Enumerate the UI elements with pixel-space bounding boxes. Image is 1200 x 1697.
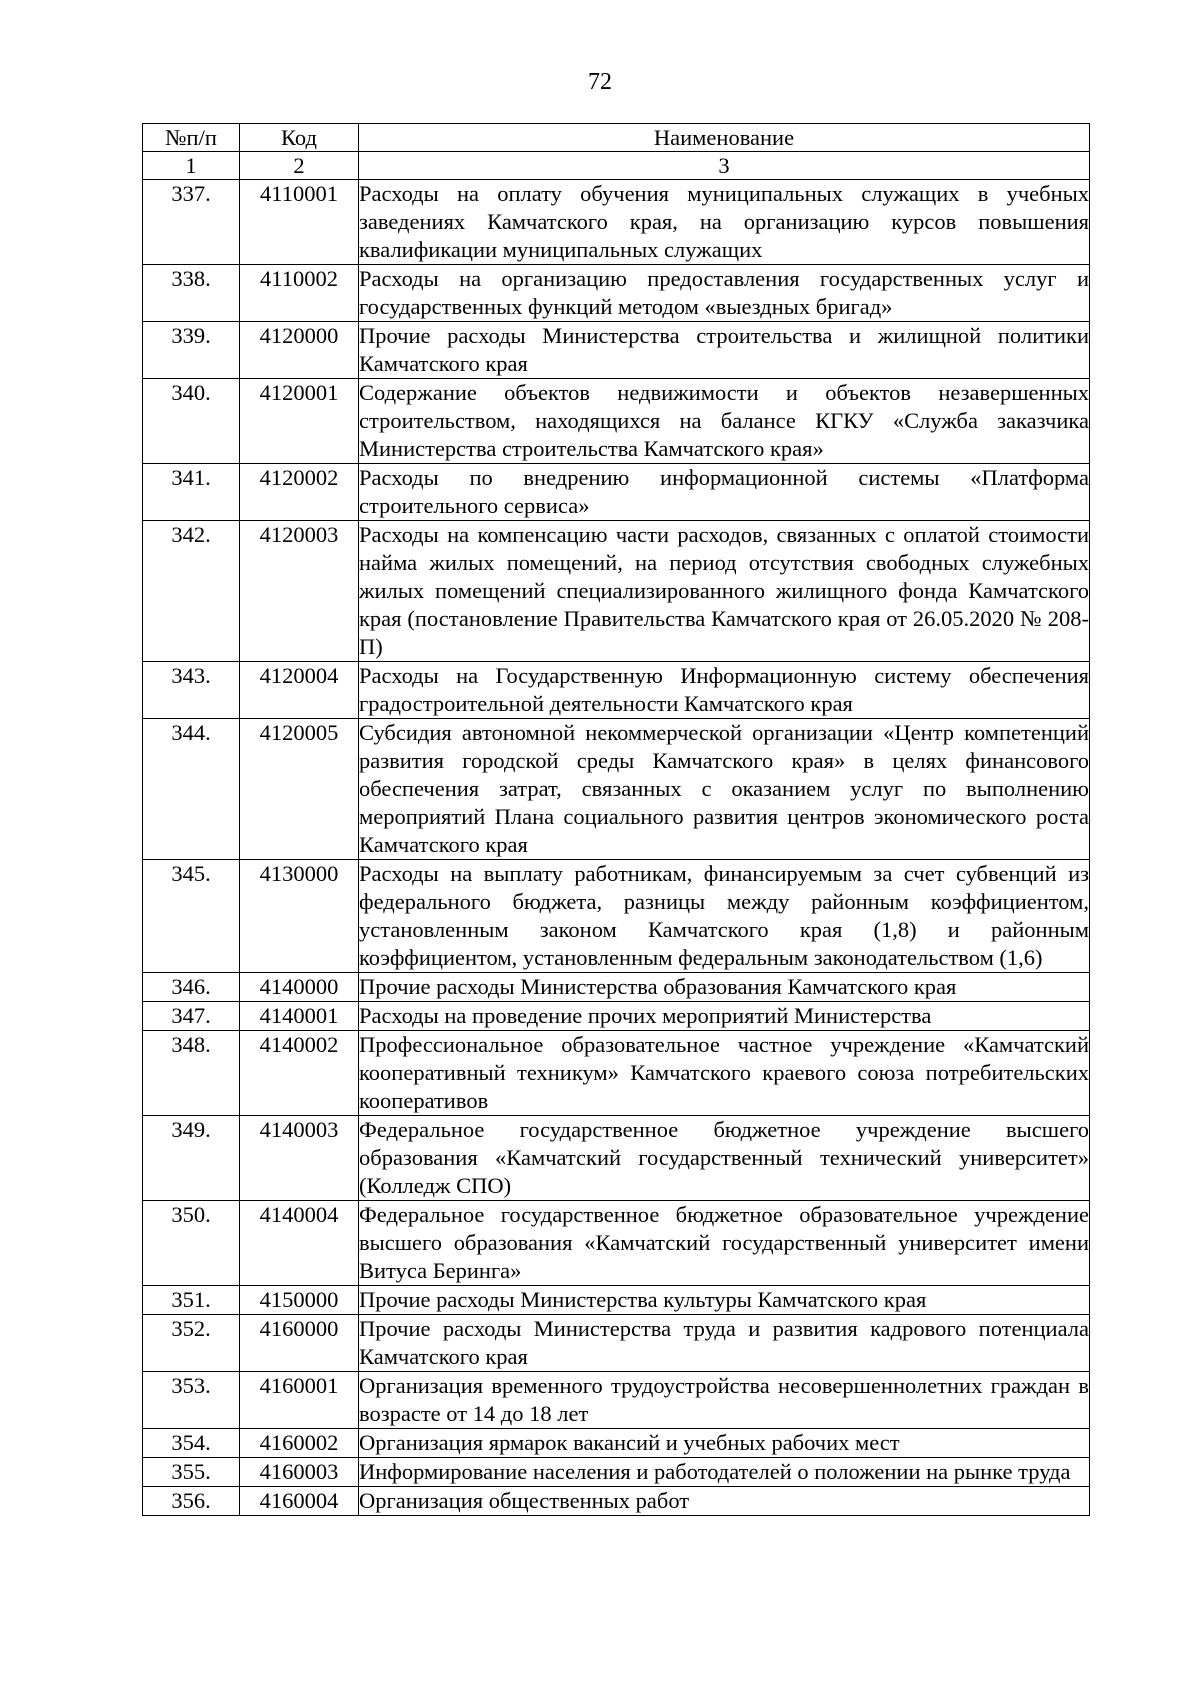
row-name: Организация общественных работ	[359, 1487, 1090, 1516]
row-name: Расходы на организацию предоставления государственных услуг и государственных функций методом «выездных бригад»	[359, 265, 1090, 322]
row-name: Расходы по внедрению информационной системы «Платформа строительного сервиса»	[359, 464, 1090, 521]
table-row	[143, 860, 1090, 973]
row-number: 351.	[143, 1286, 240, 1315]
row-number: 352.	[143, 1315, 240, 1372]
row-code: 4150000	[240, 1286, 359, 1315]
table-row	[143, 464, 1090, 521]
table-row	[143, 662, 1090, 719]
row-name: Федеральное государственное бюджетное образовательное учреждение высшего образования «Камчатский государственный университет имени Витуса Беринга»	[359, 1201, 1090, 1286]
budget-codes-table	[142, 123, 1090, 1516]
row-code: 4160004	[240, 1487, 359, 1516]
row-name: Субсидия автономной некоммерческой организации «Центр компетенций развития городской среды Камчатского края» в целях финансового обеспечения затрат, связанных с оказанием услуг по выполнению мероприятий Плана социального развития центров экономического роста Камчатского края	[359, 719, 1090, 860]
row-name: Расходы на компенсацию части расходов, связанных с оплатой стоимости найма жилых помещений, на период отсутствия свободных служебных жилых помещений специализированного жилищного фонда Камчатского края (постановление Правительства Камчатского края от 26.05.2020 № 208-П)	[359, 521, 1090, 662]
row-code: 4120005	[240, 719, 359, 860]
row-code: 4110001	[240, 180, 359, 265]
row-code: 4120003	[240, 521, 359, 662]
row-number: 347.	[143, 1002, 240, 1031]
row-code: 4140003	[240, 1116, 359, 1201]
table-row	[143, 1002, 1090, 1031]
row-code: 4160001	[240, 1372, 359, 1429]
row-name: Прочие расходы Министерства культуры Камчатского края	[359, 1286, 1090, 1315]
table-row	[143, 1031, 1090, 1116]
page-number: 72	[588, 69, 612, 95]
row-code: 4140001	[240, 1002, 359, 1031]
row-number: 341.	[143, 464, 240, 521]
column-number: 1	[143, 152, 240, 180]
row-number: 353.	[143, 1372, 240, 1429]
table-row	[143, 719, 1090, 860]
row-code: 4160003	[240, 1458, 359, 1487]
table-row	[143, 973, 1090, 1002]
row-number: 340.	[143, 379, 240, 464]
row-number: 349.	[143, 1116, 240, 1201]
row-code: 4120004	[240, 662, 359, 719]
row-number: 345.	[143, 860, 240, 973]
row-number: 337.	[143, 180, 240, 265]
header-num: №п/п	[143, 124, 240, 152]
row-name: Расходы на выплату работникам, финансируемым за счет субвенций из федерального бюджета, разницы между районным коэффициентом, установленным законом Камчатского края (1,8) и районным коэффициентом, установленным федеральным законодательством (1,6)	[359, 860, 1090, 973]
table-row	[143, 1372, 1090, 1429]
row-number: 342.	[143, 521, 240, 662]
row-name: Прочие расходы Министерства образования Камчатского края	[359, 973, 1090, 1002]
row-name: Расходы на проведение прочих мероприятий Министерства	[359, 1002, 1090, 1031]
row-code: 4140002	[240, 1031, 359, 1116]
column-number-row	[143, 152, 1090, 180]
row-code: 4120000	[240, 322, 359, 379]
table-row	[143, 521, 1090, 662]
table-row	[143, 265, 1090, 322]
row-code: 4160000	[240, 1315, 359, 1372]
table-row	[143, 1458, 1090, 1487]
row-number: 339.	[143, 322, 240, 379]
column-number: 2	[240, 152, 359, 180]
table-row	[143, 1116, 1090, 1201]
header-row	[143, 124, 1090, 152]
table-row	[143, 1286, 1090, 1315]
row-name: Расходы на Государственную Информационную систему обеспечения градостроительной деятельности Камчатского края	[359, 662, 1090, 719]
row-name: Организация ярмарок вакансий и учебных рабочих мест	[359, 1429, 1090, 1458]
column-number: 3	[359, 152, 1090, 180]
row-number: 355.	[143, 1458, 240, 1487]
row-number: 356.	[143, 1487, 240, 1516]
row-number: 346.	[143, 973, 240, 1002]
table-row	[143, 1201, 1090, 1286]
row-name: Федеральное государственное бюджетное учреждение высшего образования «Камчатский государственный технический университет» (Колледж СПО)	[359, 1116, 1090, 1201]
row-name: Прочие расходы Министерства строительства и жилищной политики Камчатского края	[359, 322, 1090, 379]
row-number: 350.	[143, 1201, 240, 1286]
row-code: 4140000	[240, 973, 359, 1002]
row-name: Информирование населения и работодателей о положении на рынке труда	[359, 1458, 1090, 1487]
row-name: Расходы на оплату обучения муниципальных служащих в учебных заведениях Камчатского края, на организацию курсов повышения квалификации муниципальных служащих	[359, 180, 1090, 265]
row-code: 4160002	[240, 1429, 359, 1458]
table-row	[143, 180, 1090, 265]
row-number: 343.	[143, 662, 240, 719]
row-number: 344.	[143, 719, 240, 860]
row-name: Содержание объектов недвижимости и объектов незавершенных строительством, находящихся на балансе КГКУ «Служба заказчика Министерства строительства Камчатского края»	[359, 379, 1090, 464]
table-row	[143, 322, 1090, 379]
header-name: Наименование	[359, 124, 1090, 152]
table-row	[143, 1315, 1090, 1372]
row-code: 4120001	[240, 379, 359, 464]
row-number: 354.	[143, 1429, 240, 1458]
table-body	[143, 180, 1090, 1516]
row-name: Профессиональное образовательное частное учреждение «Камчатский кооперативный техникум» Камчатского краевого союза потребительских кооперативов	[359, 1031, 1090, 1116]
row-code: 4130000	[240, 860, 359, 973]
table-row	[143, 1429, 1090, 1458]
row-number: 348.	[143, 1031, 240, 1116]
row-name: Организация временного трудоустройства несовершеннолетних граждан в возрасте от 14 до 18 лет	[359, 1372, 1090, 1429]
table-row	[143, 379, 1090, 464]
row-code: 4140004	[240, 1201, 359, 1286]
header-code: Код	[240, 124, 359, 152]
row-code: 4120002	[240, 464, 359, 521]
row-name: Прочие расходы Министерства труда и развития кадрового потенциала Камчатского края	[359, 1315, 1090, 1372]
row-number: 338.	[143, 265, 240, 322]
table-row	[143, 1487, 1090, 1516]
row-code: 4110002	[240, 265, 359, 322]
